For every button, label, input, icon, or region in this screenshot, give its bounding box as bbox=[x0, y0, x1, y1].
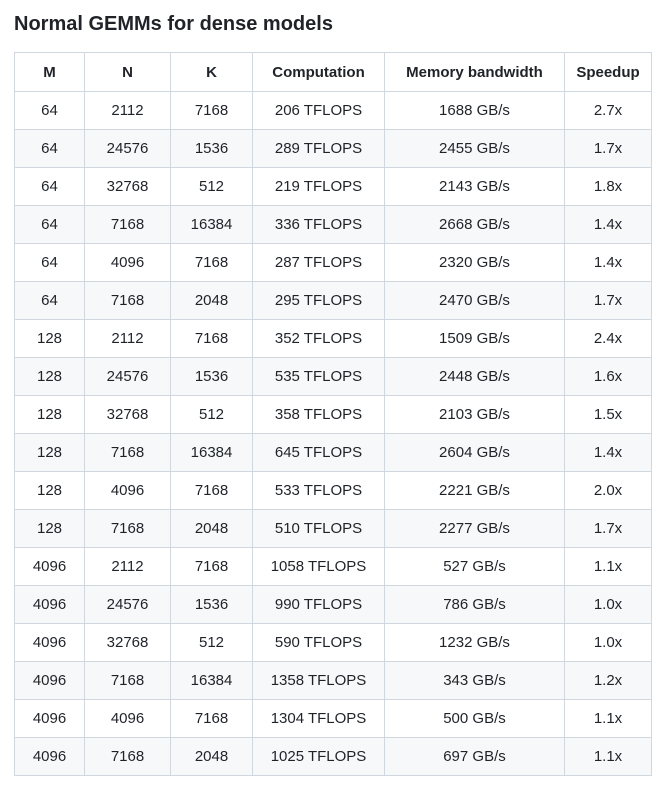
cell-memory-bandwidth: 1688 GB/s bbox=[385, 92, 565, 130]
table-row bbox=[15, 396, 652, 434]
cell-m: 64 bbox=[15, 130, 85, 168]
cell-m: 64 bbox=[15, 244, 85, 282]
header-m: M bbox=[15, 53, 85, 92]
cell-k: 512 bbox=[171, 396, 253, 434]
cell-n: 4096 bbox=[85, 700, 171, 738]
cell-speedup: 1.7x bbox=[565, 282, 652, 320]
table-row bbox=[15, 130, 652, 168]
cell-m: 4096 bbox=[15, 738, 85, 776]
cell-memory-bandwidth: 786 GB/s bbox=[385, 586, 565, 624]
cell-n: 7168 bbox=[85, 738, 171, 776]
cell-speedup: 1.1x bbox=[565, 548, 652, 586]
cell-n: 4096 bbox=[85, 244, 171, 282]
cell-k: 7168 bbox=[171, 472, 253, 510]
table-row bbox=[15, 700, 652, 738]
cell-m: 128 bbox=[15, 434, 85, 472]
table-row bbox=[15, 510, 652, 548]
cell-n: 32768 bbox=[85, 624, 171, 662]
cell-speedup: 1.1x bbox=[565, 700, 652, 738]
cell-n: 24576 bbox=[85, 586, 171, 624]
cell-k: 7168 bbox=[171, 548, 253, 586]
cell-speedup: 2.0x bbox=[565, 472, 652, 510]
table-row bbox=[15, 472, 652, 510]
cell-computation: 1025 TFLOPS bbox=[253, 738, 385, 776]
cell-computation: 295 TFLOPS bbox=[253, 282, 385, 320]
cell-memory-bandwidth: 2320 GB/s bbox=[385, 244, 565, 282]
cell-m: 128 bbox=[15, 358, 85, 396]
cell-k: 16384 bbox=[171, 206, 253, 244]
cell-n: 7168 bbox=[85, 282, 171, 320]
table-row bbox=[15, 662, 652, 700]
cell-k: 2048 bbox=[171, 738, 253, 776]
cell-n: 32768 bbox=[85, 168, 171, 206]
cell-speedup: 1.4x bbox=[565, 244, 652, 282]
cell-n: 7168 bbox=[85, 662, 171, 700]
cell-m: 128 bbox=[15, 396, 85, 434]
table-row bbox=[15, 92, 652, 130]
cell-k: 7168 bbox=[171, 320, 253, 358]
cell-k: 512 bbox=[171, 168, 253, 206]
cell-computation: 336 TFLOPS bbox=[253, 206, 385, 244]
cell-speedup: 2.7x bbox=[565, 92, 652, 130]
cell-speedup: 2.4x bbox=[565, 320, 652, 358]
cell-speedup: 1.4x bbox=[565, 206, 652, 244]
table-row bbox=[15, 624, 652, 662]
cell-memory-bandwidth: 2221 GB/s bbox=[385, 472, 565, 510]
cell-k: 2048 bbox=[171, 282, 253, 320]
cell-m: 4096 bbox=[15, 624, 85, 662]
cell-computation: 219 TFLOPS bbox=[253, 168, 385, 206]
cell-speedup: 1.0x bbox=[565, 624, 652, 662]
header-computation: Computation bbox=[253, 53, 385, 92]
cell-computation: 535 TFLOPS bbox=[253, 358, 385, 396]
cell-computation: 510 TFLOPS bbox=[253, 510, 385, 548]
cell-memory-bandwidth: 2448 GB/s bbox=[385, 358, 565, 396]
table-row bbox=[15, 168, 652, 206]
cell-k: 7168 bbox=[171, 244, 253, 282]
cell-k: 16384 bbox=[171, 662, 253, 700]
cell-m: 64 bbox=[15, 92, 85, 130]
cell-memory-bandwidth: 2604 GB/s bbox=[385, 434, 565, 472]
cell-computation: 645 TFLOPS bbox=[253, 434, 385, 472]
cell-memory-bandwidth: 527 GB/s bbox=[385, 548, 565, 586]
header-k: K bbox=[171, 53, 253, 92]
cell-n: 7168 bbox=[85, 434, 171, 472]
table-row bbox=[15, 434, 652, 472]
cell-k: 1536 bbox=[171, 130, 253, 168]
cell-k: 7168 bbox=[171, 700, 253, 738]
cell-m: 4096 bbox=[15, 586, 85, 624]
table-row bbox=[15, 206, 652, 244]
cell-computation: 1358 TFLOPS bbox=[253, 662, 385, 700]
table-header bbox=[15, 53, 652, 92]
cell-m: 128 bbox=[15, 320, 85, 358]
table-row bbox=[15, 548, 652, 586]
cell-memory-bandwidth: 1232 GB/s bbox=[385, 624, 565, 662]
gemm-table bbox=[14, 52, 652, 776]
cell-speedup: 1.6x bbox=[565, 358, 652, 396]
cell-n: 7168 bbox=[85, 510, 171, 548]
page-title: Normal GEMMs for dense models bbox=[14, 13, 333, 35]
cell-speedup: 1.5x bbox=[565, 396, 652, 434]
cell-speedup: 1.7x bbox=[565, 130, 652, 168]
cell-k: 16384 bbox=[171, 434, 253, 472]
table-row bbox=[15, 738, 652, 776]
cell-speedup: 1.4x bbox=[565, 434, 652, 472]
header-row bbox=[15, 53, 652, 92]
cell-computation: 352 TFLOPS bbox=[253, 320, 385, 358]
cell-computation: 990 TFLOPS bbox=[253, 586, 385, 624]
table-body bbox=[15, 92, 652, 776]
cell-k: 1536 bbox=[171, 586, 253, 624]
header-speedup: Speedup bbox=[565, 53, 652, 92]
cell-m: 64 bbox=[15, 282, 85, 320]
cell-speedup: 1.2x bbox=[565, 662, 652, 700]
cell-n: 2112 bbox=[85, 92, 171, 130]
cell-computation: 358 TFLOPS bbox=[253, 396, 385, 434]
table-row bbox=[15, 358, 652, 396]
cell-m: 64 bbox=[15, 206, 85, 244]
cell-computation: 206 TFLOPS bbox=[253, 92, 385, 130]
cell-memory-bandwidth: 2103 GB/s bbox=[385, 396, 565, 434]
cell-memory-bandwidth: 2668 GB/s bbox=[385, 206, 565, 244]
table-row bbox=[15, 282, 652, 320]
cell-computation: 1304 TFLOPS bbox=[253, 700, 385, 738]
cell-m: 128 bbox=[15, 510, 85, 548]
cell-n: 2112 bbox=[85, 548, 171, 586]
cell-memory-bandwidth: 2470 GB/s bbox=[385, 282, 565, 320]
cell-speedup: 1.8x bbox=[565, 168, 652, 206]
header-memory-bandwidth: Memory bandwidth bbox=[385, 53, 565, 92]
cell-computation: 533 TFLOPS bbox=[253, 472, 385, 510]
cell-memory-bandwidth: 2143 GB/s bbox=[385, 168, 565, 206]
cell-k: 2048 bbox=[171, 510, 253, 548]
cell-m: 4096 bbox=[15, 700, 85, 738]
cell-m: 128 bbox=[15, 472, 85, 510]
cell-k: 512 bbox=[171, 624, 253, 662]
table-row bbox=[15, 244, 652, 282]
cell-speedup: 1.1x bbox=[565, 738, 652, 776]
cell-n: 24576 bbox=[85, 358, 171, 396]
cell-memory-bandwidth: 697 GB/s bbox=[385, 738, 565, 776]
table-row bbox=[15, 320, 652, 358]
header-n: N bbox=[85, 53, 171, 92]
cell-n: 32768 bbox=[85, 396, 171, 434]
cell-memory-bandwidth: 2455 GB/s bbox=[385, 130, 565, 168]
cell-memory-bandwidth: 1509 GB/s bbox=[385, 320, 565, 358]
cell-memory-bandwidth: 500 GB/s bbox=[385, 700, 565, 738]
cell-speedup: 1.7x bbox=[565, 510, 652, 548]
cell-n: 24576 bbox=[85, 130, 171, 168]
cell-k: 1536 bbox=[171, 358, 253, 396]
cell-memory-bandwidth: 2277 GB/s bbox=[385, 510, 565, 548]
cell-m: 4096 bbox=[15, 548, 85, 586]
cell-computation: 1058 TFLOPS bbox=[253, 548, 385, 586]
cell-n: 2112 bbox=[85, 320, 171, 358]
cell-m: 64 bbox=[15, 168, 85, 206]
table-row bbox=[15, 586, 652, 624]
cell-n: 4096 bbox=[85, 472, 171, 510]
cell-n: 7168 bbox=[85, 206, 171, 244]
cell-computation: 287 TFLOPS bbox=[253, 244, 385, 282]
cell-k: 7168 bbox=[171, 92, 253, 130]
cell-m: 4096 bbox=[15, 662, 85, 700]
cell-computation: 289 TFLOPS bbox=[253, 130, 385, 168]
cell-speedup: 1.0x bbox=[565, 586, 652, 624]
cell-computation: 590 TFLOPS bbox=[253, 624, 385, 662]
cell-memory-bandwidth: 343 GB/s bbox=[385, 662, 565, 700]
